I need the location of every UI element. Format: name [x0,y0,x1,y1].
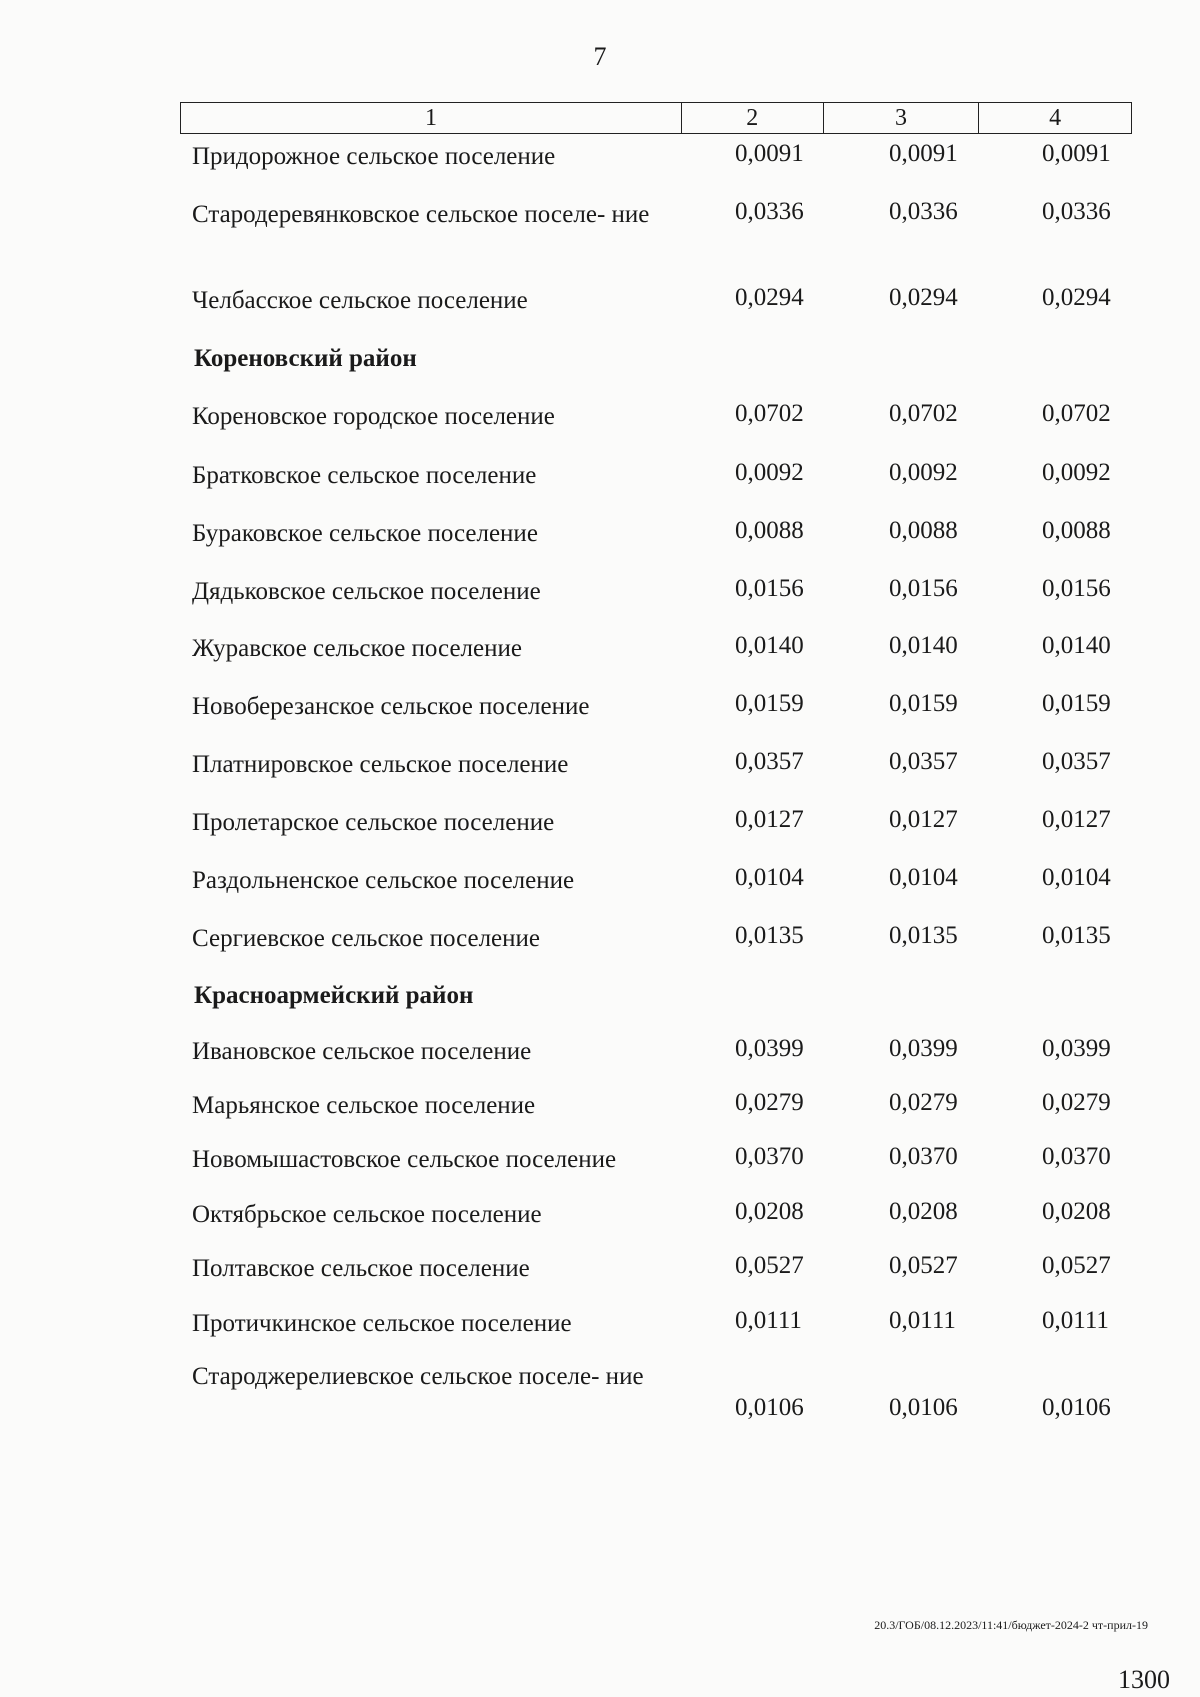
settlement-name: Новоберезанское сельское поселение [192,693,590,720]
settlement-name: Октябрьское сельское поселение [192,1201,542,1228]
value-col-3: 0,0336 [889,198,958,225]
value-col-4: 0,0702 [1042,400,1111,427]
value-col-2: 0,0135 [735,922,804,949]
value-col-2: 0,0111 [735,1307,802,1334]
value-col-2: 0,0106 [735,1394,804,1421]
settlement-name: Братковское сельское поселение [192,462,537,489]
settlement-name: Челбасское сельское поселение [192,287,528,314]
page-number: 7 [593,42,607,71]
settlement-name: Пролетарское сельское поселение [192,809,555,836]
value-col-4: 0,0279 [1042,1089,1111,1116]
column-header-2: 2 [682,103,824,133]
column-header-4: 4 [1049,105,1062,131]
value-col-3: 0,0527 [889,1252,958,1279]
value-col-3: 0,0111 [889,1307,956,1334]
value-col-3: 0,0294 [889,284,958,311]
value-col-2: 0,0088 [735,517,804,544]
value-col-2: 0,0357 [735,748,804,775]
value-col-2: 0,0294 [735,284,804,311]
value-col-4: 0,0127 [1042,806,1111,833]
settlement-name: Журавское сельское поселение [192,635,522,662]
value-col-4: 0,0370 [1042,1143,1111,1170]
value-col-4: 0,0091 [1042,140,1111,167]
value-col-3: 0,0104 [889,864,958,891]
value-col-2: 0,0208 [735,1198,804,1225]
settlement-name: Платнировское сельское поселение [192,751,569,778]
value-col-4: 0,0294 [1042,284,1111,311]
value-col-3: 0,0091 [889,140,958,167]
value-col-2: 0,0127 [735,806,804,833]
settlement-name: Новомышастовское сельское поселение [192,1146,617,1173]
value-col-2: 0,0092 [735,459,804,486]
value-col-2: 0,0279 [735,1089,804,1116]
section-heading: Кореновский район [194,345,417,372]
settlement-name: Дядьковское сельское поселение [192,578,541,605]
value-col-3: 0,0106 [889,1394,958,1421]
section-heading: Красноармейский район [194,982,474,1009]
settlement-name: Стародеревянковское сельское поселе- ние [192,201,650,228]
column-header-1: 1 [181,103,682,133]
value-col-3: 0,0370 [889,1143,958,1170]
value-col-4: 0,0092 [1042,459,1111,486]
value-col-4: 0,0208 [1042,1198,1111,1225]
value-col-2: 0,0104 [735,864,804,891]
value-col-3: 0,0702 [889,400,958,427]
value-col-2: 0,0091 [735,140,804,167]
footer-code: 20.3/ГОБ/08.12.2023/11:41/бюджет-2024-2 чт-прил-19 [874,1618,1148,1632]
value-col-4: 0,0104 [1042,864,1111,891]
value-col-2: 0,0527 [735,1252,804,1279]
value-col-3: 0,0357 [889,748,958,775]
value-col-3: 0,0088 [889,517,958,544]
settlement-name: Протичкинское сельское поселение [192,1310,572,1337]
value-col-3: 0,0399 [889,1035,958,1062]
table-header [180,102,1132,134]
value-col-2: 0,0370 [735,1143,804,1170]
settlement-name: Полтавское сельское поселение [192,1255,530,1282]
value-col-4: 0,0111 [1042,1307,1109,1334]
settlement-name: Староджерелиевское сельское поселе- ние [192,1363,644,1390]
sheet-number: 1300 [1118,1665,1170,1694]
value-col-4: 0,0140 [1042,632,1111,659]
settlement-name: Марьянское сельское поселение [192,1092,536,1119]
value-col-4: 0,0357 [1042,748,1111,775]
value-col-2: 0,0399 [735,1035,804,1062]
settlement-name: Бураковское сельское поселение [192,520,538,547]
value-col-3: 0,0156 [889,575,958,602]
value-col-4: 0,0088 [1042,517,1111,544]
settlement-name: Ивановское сельское поселение [192,1038,532,1065]
value-col-3: 0,0208 [889,1198,958,1225]
value-col-2: 0,0156 [735,575,804,602]
value-col-3: 0,0092 [889,459,958,486]
value-col-3: 0,0140 [889,632,958,659]
value-col-2: 0,0140 [735,632,804,659]
value-col-4: 0,0336 [1042,198,1111,225]
value-col-2: 0,0159 [735,690,804,717]
settlement-name: Придорожное сельское поселение [192,143,556,170]
value-col-4: 0,0399 [1042,1035,1111,1062]
value-col-4: 0,0527 [1042,1252,1111,1279]
column-header-3: 3 [824,103,980,133]
value-col-3: 0,0159 [889,690,958,717]
value-col-4: 0,0159 [1042,690,1111,717]
value-col-2: 0,0336 [735,198,804,225]
value-col-4: 0,0106 [1042,1394,1111,1421]
settlement-name: Сергиевское сельское поселение [192,925,541,952]
settlement-name: Кореновское городское поселение [192,403,555,430]
value-col-4: 0,0135 [1042,922,1111,949]
value-col-3: 0,0135 [889,922,958,949]
value-col-2: 0,0702 [735,400,804,427]
value-col-3: 0,0279 [889,1089,958,1116]
value-col-4: 0,0156 [1042,575,1111,602]
value-col-3: 0,0127 [889,806,958,833]
settlement-name: Раздольненское сельское поселение [192,867,575,894]
